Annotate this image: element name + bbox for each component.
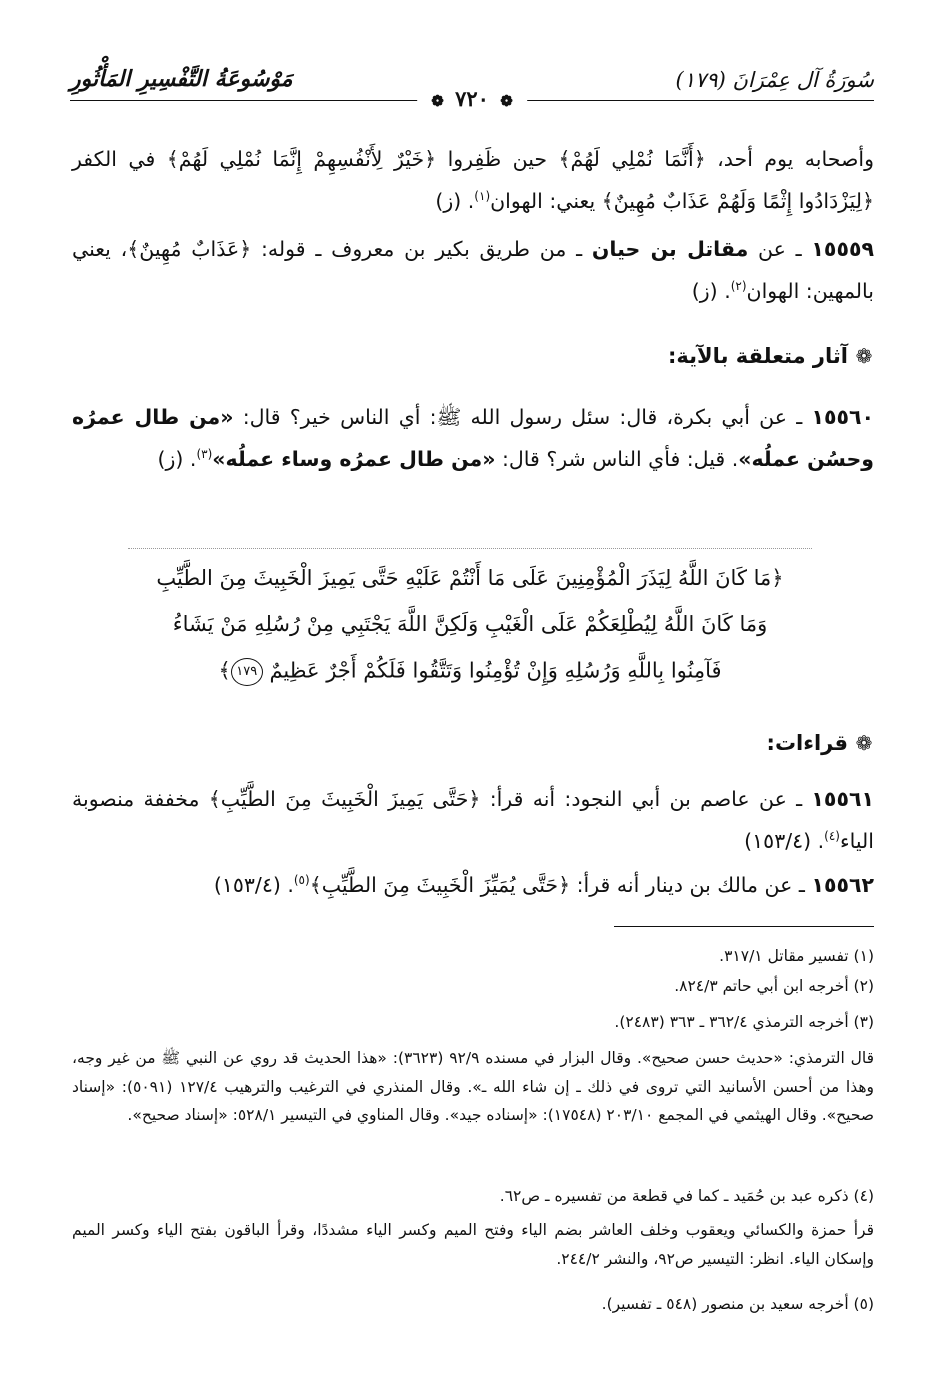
- text: ـ عن مالك بن دينار أنه قرأ:: [570, 873, 812, 897]
- report-15559: [72, 228, 874, 312]
- ornament-icon: ❁: [431, 92, 444, 110]
- narrator-name: مقاتل بن حيان: [591, 237, 749, 261]
- paragraph-continuation: [72, 138, 874, 222]
- verse-box: [148, 548, 792, 700]
- verse-text: فَآمِنُوا بِاللَّهِ وَرُسُلِهِ وَإِنْ تُؤْمِنُوا وَتَتَّقُوا فَلَكُمْ أَجْرٌ عَظِيمٌ: [269, 658, 722, 683]
- report-number: ١٥٥٦١: [811, 787, 874, 811]
- surah-title: سُورَةُ آل عِمْرَانَ (١٧٩): [675, 68, 874, 92]
- footnote-4: (٤) ذكره عبد بن حُمَيد ـ كما في قطعة من تفسيره ـ ص٦٢.: [499, 1187, 874, 1205]
- text: ، يعني بالمهين: الهوان: [72, 237, 874, 303]
- hadith-quote: «من طال عمرُه وساء عملُه»: [212, 447, 496, 471]
- source-tag: . (ز): [157, 447, 197, 471]
- verse-close: ﴾: [218, 658, 231, 683]
- quran-quote: ﴿حَتَّى يَمِيزَ الْخَبِيثَ مِنَ الطَّيِّبِ﴾: [208, 787, 481, 811]
- text: في الكفر: [72, 147, 167, 171]
- text: حين ظَفِروا: [436, 147, 559, 171]
- report-number: ١٥٥٦٠: [811, 405, 874, 429]
- quran-quote: ﴿حَتَّى يُمَيِّزَ الْخَبِيثَ مِنَ الطَّيِّبِ﴾: [309, 873, 571, 897]
- quran-quote: ﴿خَيْرٌ لِأَنْفُسِهِمْ إِنَّمَا نُمْلِي لَهُمْ﴾: [166, 147, 437, 171]
- source-tag: . (١٥٣/٤): [213, 873, 294, 897]
- text: مخففة منصوبة الياء: [72, 787, 874, 853]
- text: . قيل: فأي الناس شر؟ قال:: [495, 447, 739, 471]
- footnote-ref[interactable]: (٣): [196, 447, 213, 462]
- page-header: [70, 58, 874, 110]
- footnote-rule: [614, 926, 874, 927]
- verse-frame: [128, 548, 812, 557]
- text: ـ من طريق بكير بن معروف ـ قوله:: [251, 237, 592, 261]
- heading-text: آثار متعلقة بالآية:: [668, 344, 848, 368]
- report-15561: [72, 778, 874, 862]
- footnote-5: (٥) أخرجه سعيد بن منصور (٥٤٨ ـ تفسير).: [601, 1295, 874, 1313]
- quran-quote: ﴿لِيَزْدَادُوا إِثْمًا وَلَهُمْ عَذَابٌ مُهِينٌ﴾: [601, 189, 874, 213]
- ayah-number-icon: ١٧٩: [231, 658, 263, 686]
- footnote-ref[interactable]: (٤): [824, 829, 840, 844]
- text: ـ عن عاصم بن أبي النجود: أنه قرأ:: [480, 787, 812, 811]
- footnote-ref[interactable]: (٢): [730, 279, 747, 294]
- verse-line-3: [148, 658, 792, 686]
- source-tag: . (ز): [691, 279, 731, 303]
- footnote-ref[interactable]: (٥): [293, 873, 310, 888]
- text: يعني: الهوان: [490, 189, 602, 213]
- footnote-2: (٢) أخرجه ابن أبي حاتم ٨٢٤/٣.: [674, 977, 874, 995]
- quran-quote: ﴿عَذَابٌ مُهِينٌ﴾: [127, 237, 252, 261]
- section-heading-related-reports: [668, 344, 874, 368]
- footnote-3: (٣) أخرجه الترمذي ٣٦٢/٤ ـ ٣٦٣ (٢٤٨٣).: [614, 1013, 874, 1031]
- source-tag: . (١٥٣/٤): [744, 829, 825, 853]
- text: ـ عن أبي بكرة، قال: سئل رسول الله ﷺ: أي الناس خير؟ قال:: [233, 405, 812, 429]
- quran-quote: ﴿أَنَّمَا نُمْلِي لَهُمْ﴾: [558, 147, 706, 171]
- footnote-1: (١) تفسير مقاتل ٣١٧/١.: [719, 947, 874, 965]
- page-number-group: [417, 86, 527, 111]
- report-number: ١٥٥٦٢: [811, 873, 874, 897]
- report-15560: [72, 396, 874, 480]
- report-number: ١٥٥٥٩: [811, 237, 874, 261]
- ornament-icon: ❁: [500, 92, 513, 110]
- footnote-4-note: قرأ حمزة والكسائي ويعقوب وخلف العاشر بضم الياء وفتح الميم وكسر الياء مشددًا، وقرأ الباقون بفتح الياء وكسر الميم وإسكان الياء. انظر: التيسير ص٩٢، والنشر ٢٤٤/٢.: [72, 1221, 874, 1268]
- verse-line-1: ﴿مَا كَانَ اللَّهُ لِيَذَرَ الْمُؤْمِنِينَ عَلَى مَا أَنْتُمْ عَلَيْهِ حَتَّى يَمِيزَ الْخَبِيثَ مِنَ الطَّيِّبِ: [156, 566, 784, 590]
- page-number: ٧٢٠: [455, 86, 489, 111]
- hadith-quote: «من طال عمرُه وحسُن عملُه»: [72, 405, 874, 471]
- source-tag: . (ز): [435, 189, 475, 213]
- verse-line-2: وَمَا كَانَ اللَّهُ لِيُطْلِعَكُمْ عَلَى الْغَيْبِ وَلَكِنَّ اللَّهَ يَجْتَبِي مِنْ رُسُلِهِ مَنْ يَشَاءُ: [172, 612, 768, 636]
- flower-icon: ❁: [855, 344, 873, 368]
- text: وأصحابه يوم أحد،: [705, 147, 874, 171]
- footnote-3-note: قال الترمذي: «حديث حسن صحيح». وقال البزار في مسنده ٩٢/٩ (٣٦٢٣): «هذا الحديث قد روي عن النبي ﷺ من غير وجه، وهذا من أحسن الأسانيد التي تروى في ذلك ـ إن شاء الله ـ». وقال المنذري في الترغيب والترهيب ١٢٧/٤ (٥٠٩١): «إسناد صحيح». وقال الهيثمي في المجمع ٢٠٣/١٠ (١٧٥٤٨): «إسناده جيد». وقال المناوي في التيسير ٥٢٨/١: «إسناد صحيح».: [72, 1049, 874, 1124]
- section-heading-readings: [767, 731, 874, 755]
- book-title: مَوْسُوعَةُ التَّفْسِيرِ المَأْثُورِ: [70, 66, 293, 92]
- report-15562: [72, 864, 874, 906]
- footnote-ref[interactable]: (١): [474, 189, 491, 204]
- flower-icon: ❁: [855, 731, 873, 755]
- text: ـ عن: [748, 237, 812, 261]
- heading-text: قراءات:: [766, 731, 848, 755]
